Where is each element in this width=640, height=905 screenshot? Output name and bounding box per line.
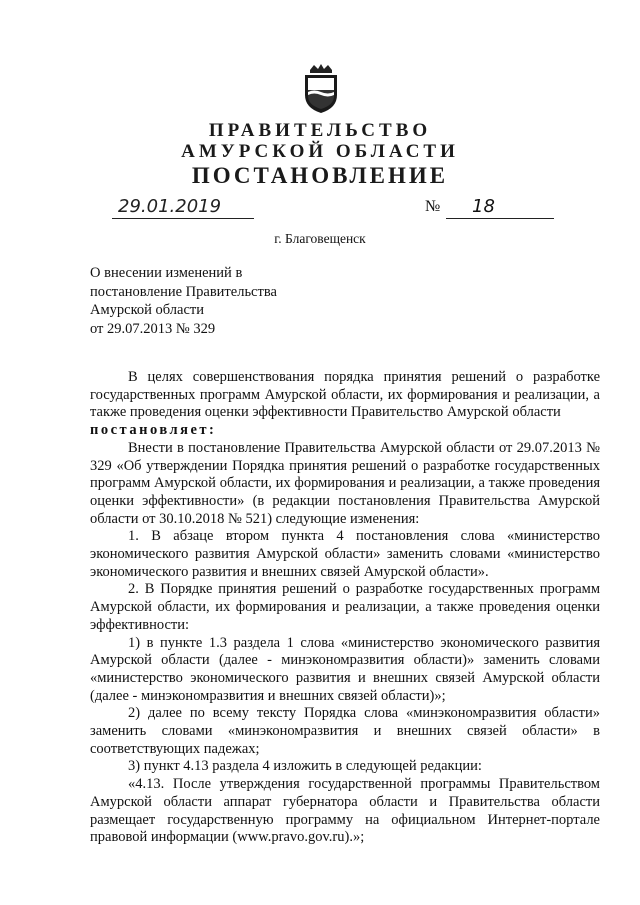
subject-line: от 29.07.2013 № 329	[90, 320, 216, 337]
body-paragraph: Внести в постановление Правительства Амурской области от 29.07.2013 № 329 «Об утверждении Порядка принятия решений о разработке государственных программ Амурской области, их формирования и реализации, а также проведения оценки эффективности» (в редакции постановления Правительства Амурской области от 30.10.2018 № 521) следующие изменения:	[90, 439, 600, 527]
preamble-paragraph: В целях совершенствования порядка принятия решений о разработке государственных программ Амурской области, их формирования и реализации, а также проведения оценки эффективности Правительство Амурской области	[90, 369, 600, 421]
body-paragraph: 2. В Порядке принятия решений о разработке государственных программ Амурской области, их формирования и реализации, а также проведения оценки эффективности:	[90, 581, 600, 633]
organization-name-line2: АМУРСКОЙ ОБЛАСТИ	[181, 141, 459, 162]
body-paragraph: «4.13. После утверждения государственной программы Правительством Амурской области аппарат губернатора области и Правительства области размещает государственную программу на официальном Интернет-портале правовой информации (www.pravo.gov.ru).»;	[90, 776, 600, 846]
body-paragraph: 3) пункт 4.13 раздела 4 изложить в следующей редакции:	[128, 758, 482, 775]
city-name: г. Благовещенск	[274, 231, 366, 246]
document-type-title: ПОСТАНОВЛЕНИЕ	[191, 163, 449, 188]
resolves-label: постановляет:	[90, 422, 217, 439]
document-body	[90, 369, 600, 847]
coat-of-arms-emblem	[300, 62, 342, 114]
document-number: 18	[446, 196, 554, 219]
document-date: 29.01.2019	[112, 196, 254, 219]
subject-line: Амурской области	[90, 302, 204, 318]
organization-name-line1: ПРАВИТЕЛЬСТВО	[208, 120, 432, 141]
subject-line: О внесении изменений в	[90, 265, 243, 281]
body-paragraph: 2) далее по всему тексту Порядка слова «минэкономразвития области» заменить словами «минэкономразвития и внешних связей области» в соответствующих падежах;	[90, 705, 600, 757]
body-paragraph: 1. В абзаце втором пункта 4 постановления слова «министерство экономического развития Амурской области» заменить словами «министерство экономического развития и внешних связей Амурской области».	[90, 528, 600, 580]
resolution-word	[90, 422, 600, 440]
number-label: №	[425, 198, 441, 215]
document-subject	[90, 264, 277, 338]
subject-line: постановление Правительства	[90, 283, 277, 300]
body-paragraph: 1) в пункте 1.3 раздела 1 слова «министерство экономического развития Амурской области (далее - минэкономразвития области)» заменить словами «министерство экономического развития и внешних связей Амурской области (далее - минэкономразвития и внешних связей области)»;	[90, 634, 600, 704]
